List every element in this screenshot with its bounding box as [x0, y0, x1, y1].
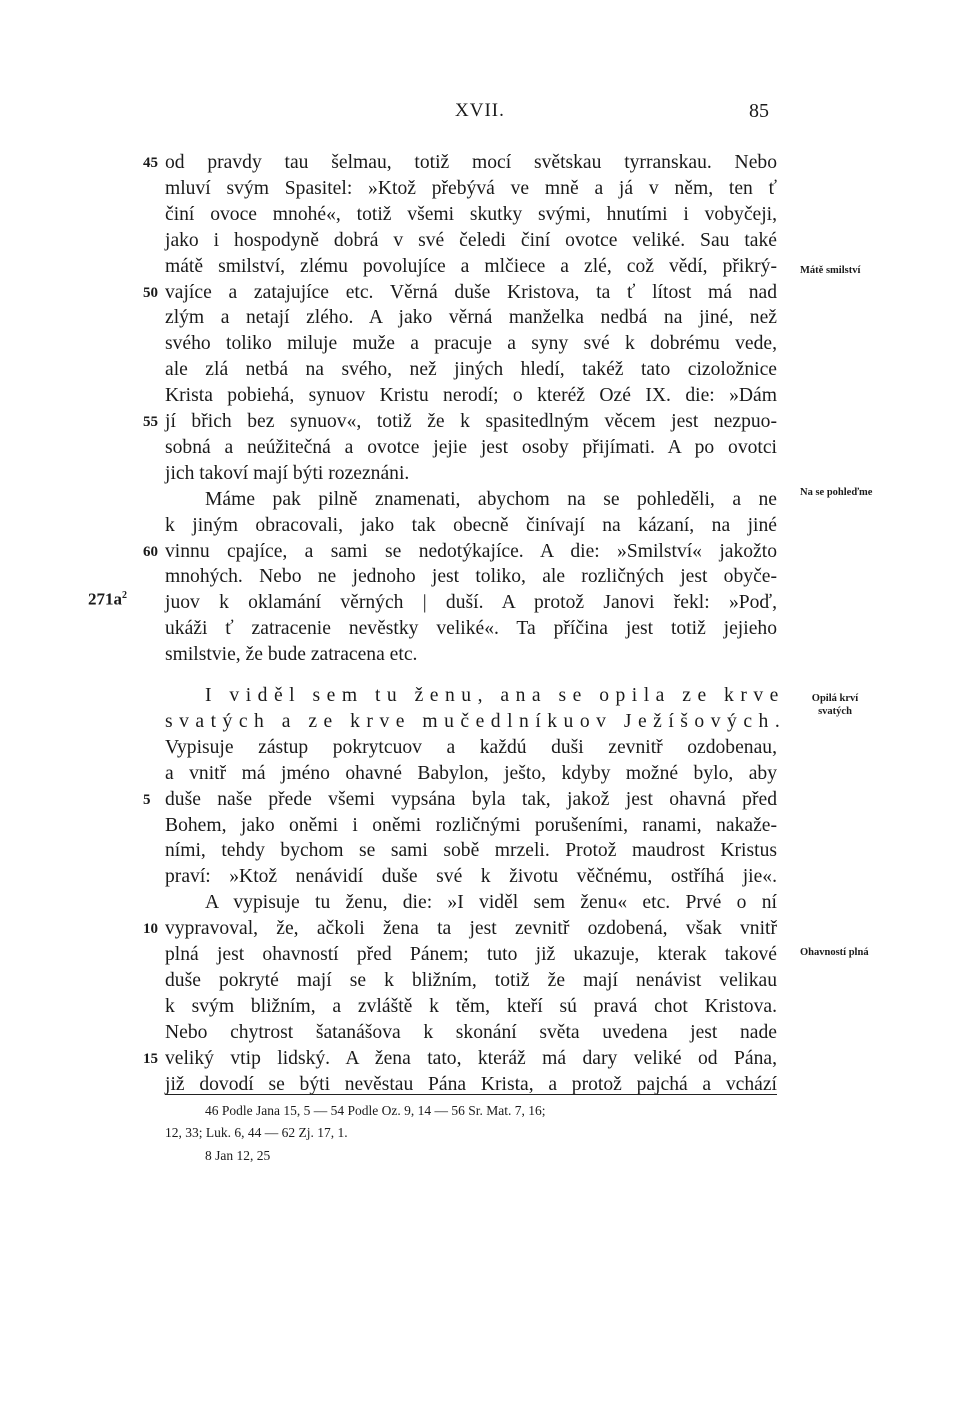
text-line: od pravdy tau šelmau, totiž mocí světskau tyrranskau. Nebo: [165, 152, 777, 173]
text-line: Krista pobiehá, synuov Kristu nerodí; o kteréž Ozé IX. die: »Dám: [165, 385, 777, 407]
text-line: duše pokryté mají se k bližním, totiž že mají nenávist velikau: [165, 969, 777, 991]
running-header: [0, 100, 960, 130]
text-line: veliký vtip lidský. A žena tato, kteráž má dary veliké od Pána,: [165, 1047, 777, 1069]
footnote-line: 46 Podle Jana 15, 5 — 54 Podle Oz. 9, 14 — 56 Sr. Mat. 7, 16;: [205, 1103, 546, 1118]
text-line: Nebo chytrost šatanášova k skonání světa uvedena jest nade: [165, 1021, 777, 1043]
footnote-line: 12, 33; Luk. 6, 44 — 62 Zj. 17, 1.: [165, 1125, 348, 1140]
text-line: svatých a ze krve mučedlníkuov Ježíšových.: [165, 710, 787, 732]
text-line: plná jest ohavností před Pánem; tuto již ukazuje, kterak takové: [165, 944, 777, 965]
text-line: Bohem, jako oněmi i oněmi rozličnými porušeními, ranami, nakaže-: [165, 814, 777, 836]
text-line: a vnitř má jméno ohavné Babylon, ješto, kdyby možné bylo, aby: [165, 762, 777, 784]
text-line: jich takoví mají býti rozeznáni.: [165, 462, 410, 484]
text-line: smilstvie, že bude zatracena etc.: [165, 644, 418, 666]
text-line: praví: »Ktož nenávidí duše své k životu věčnému, ostříhá jie«.: [165, 866, 777, 888]
sidenote-matete-smilstvi: Mátě smilství: [800, 265, 861, 276]
line-number: 10: [143, 921, 158, 938]
line-number: 15: [143, 1050, 158, 1067]
text-line: ukáži ť zatracenie nevěstky veliké«. Ta příčina jest totiž jejieho: [165, 618, 777, 640]
text-line: Vypisuje zástup pokrytcuov a každú duši zevnitř ozdobenau,: [165, 736, 777, 758]
text-line: činí ovoce mnohé«, totiž všemi skutky svými, hnutími i vobyčeji,: [165, 203, 777, 225]
line-number: 55: [143, 414, 158, 430]
line-number: 60: [143, 543, 158, 560]
text-line: jako i hospodyně dobrá v své čeledi činí ovotce veliké. Sau také: [165, 229, 777, 251]
text-line: I viděl sem tu ženu, ana se opila ze krve: [205, 685, 785, 706]
text-line: mátě smilství, zlému povolujíce a mlčiece a zlé, což vědí, přikrý-: [165, 255, 777, 277]
footnote-rule: [165, 1094, 777, 1095]
text-line: svého toliko miluje muže a pracuje a syny své k dobrému vede,: [165, 333, 777, 355]
line-number: 45: [143, 155, 158, 171]
text-line: A vypisuje tu ženu, die: »I viděl sem ženu« etc. Prvé o ní: [205, 892, 777, 914]
sidenote-opila-krvi: Opilá krví svatých: [811, 693, 859, 717]
line-number: 5: [143, 791, 151, 808]
text-line: ale zlá netbá na svého, než jiných hledí, takéž tato cizoložnice: [165, 359, 777, 381]
text-line: mnohých. Nebo ne jednoho jest toliko, ale rozličných jest obyče-: [165, 566, 777, 588]
line-number: 50: [143, 284, 158, 301]
folio-marker: $271a^2$: [88, 589, 127, 609]
text-line: Máme pak pilně znamenati, abychom na se pohleděli, a ne: [205, 488, 777, 510]
sidenote-ohavnosti-plna: Ohavností plná: [800, 947, 869, 958]
footnote-line: 8 Jan 12, 25: [205, 1148, 271, 1163]
text-line: již dovodí se býti nevěstau Pána Krista, a protož pajchá a vchází: [165, 1073, 777, 1095]
text-line: duše naše přede všemi vypsána byla tak, jakož jest ohavná před: [165, 788, 777, 810]
text-line: vinnu cpajíce, a sami se nedotýkajíce. A die: »Smilství« jakožto: [165, 540, 777, 562]
sidenote-na-se-pohledme: Na se pohleďme: [800, 487, 873, 498]
page-number: 85: [749, 100, 769, 122]
text-line: mluví svým Spasitel: »Ktož přebývá ve mně a já v něm, ten ť: [165, 177, 777, 199]
text-line: k svým bližním, a zvláště k těm, kteří sú pravá chot Kristova.: [165, 995, 777, 1017]
text-line: zlým a netají zlého. A jako věrná manželka nedbá na jiné, než: [165, 307, 777, 329]
text-line: k jiným obracovali, jako tak obecně činívají na kázaní, na jiné: [165, 514, 777, 536]
chapter-number: XVII.: [455, 100, 505, 121]
text-line: juov k oklamání věrných | duší. A protož Janovi řekl: »Poď,: [165, 592, 777, 614]
text-line: sobná a neúžitečná a ovotce jejie jest osoby přijímati. A po ovotci: [165, 436, 777, 458]
text-line: vajíce a zatajujíce etc. Věrná duše Kristova, ta ť lítost má nad: [165, 281, 777, 303]
text-line: jí břich bez synuov«, totiž že k spasitedlným věcem jest nezpuo-: [165, 411, 777, 432]
text-line: ními, tehdy bychom se sami sobě mrzeli. Protož maudrost Kristus: [165, 840, 777, 862]
text-line: vypravoval, že, ačkoli žena ta jest zevnitř ozdobená, však vnitř: [165, 918, 777, 940]
